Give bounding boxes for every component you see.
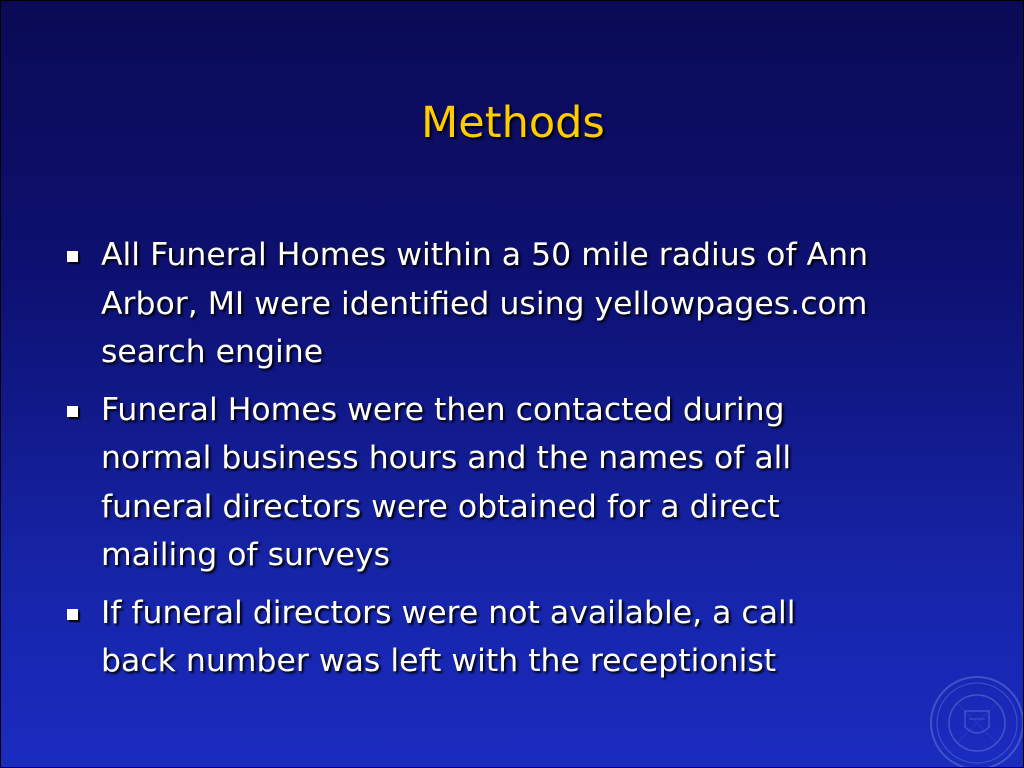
bullet-text-line: funeral directors were obtained for a direct xyxy=(101,488,780,525)
bullet-item xyxy=(63,386,963,580)
square-bullet-icon xyxy=(67,609,78,620)
bullet-text-line: back number was left with the receptionist xyxy=(101,643,777,679)
bullet-text-line: Arbor, MI were identified using yellowpages.com xyxy=(101,285,868,322)
bullet-text-line: search engine xyxy=(101,334,324,370)
bullet-list xyxy=(63,231,963,695)
bullet-text-line: mailing of surveys xyxy=(101,537,390,573)
bullet-text-line: normal business hours and the names of all xyxy=(101,440,792,476)
university-seal-icon xyxy=(927,673,1024,768)
bullet-text-line: If funeral directors were not available, a call xyxy=(101,594,796,631)
bullet-text-line: Funeral Homes were then contacted during xyxy=(101,391,785,428)
slide-title: Methods xyxy=(421,98,605,148)
bullet-item xyxy=(63,589,963,686)
bullet-text-line: All Funeral Homes within a 50 mile radius of Ann xyxy=(101,237,869,273)
bullet-item xyxy=(63,231,963,377)
square-bullet-icon xyxy=(67,406,78,417)
square-bullet-icon xyxy=(67,251,78,262)
